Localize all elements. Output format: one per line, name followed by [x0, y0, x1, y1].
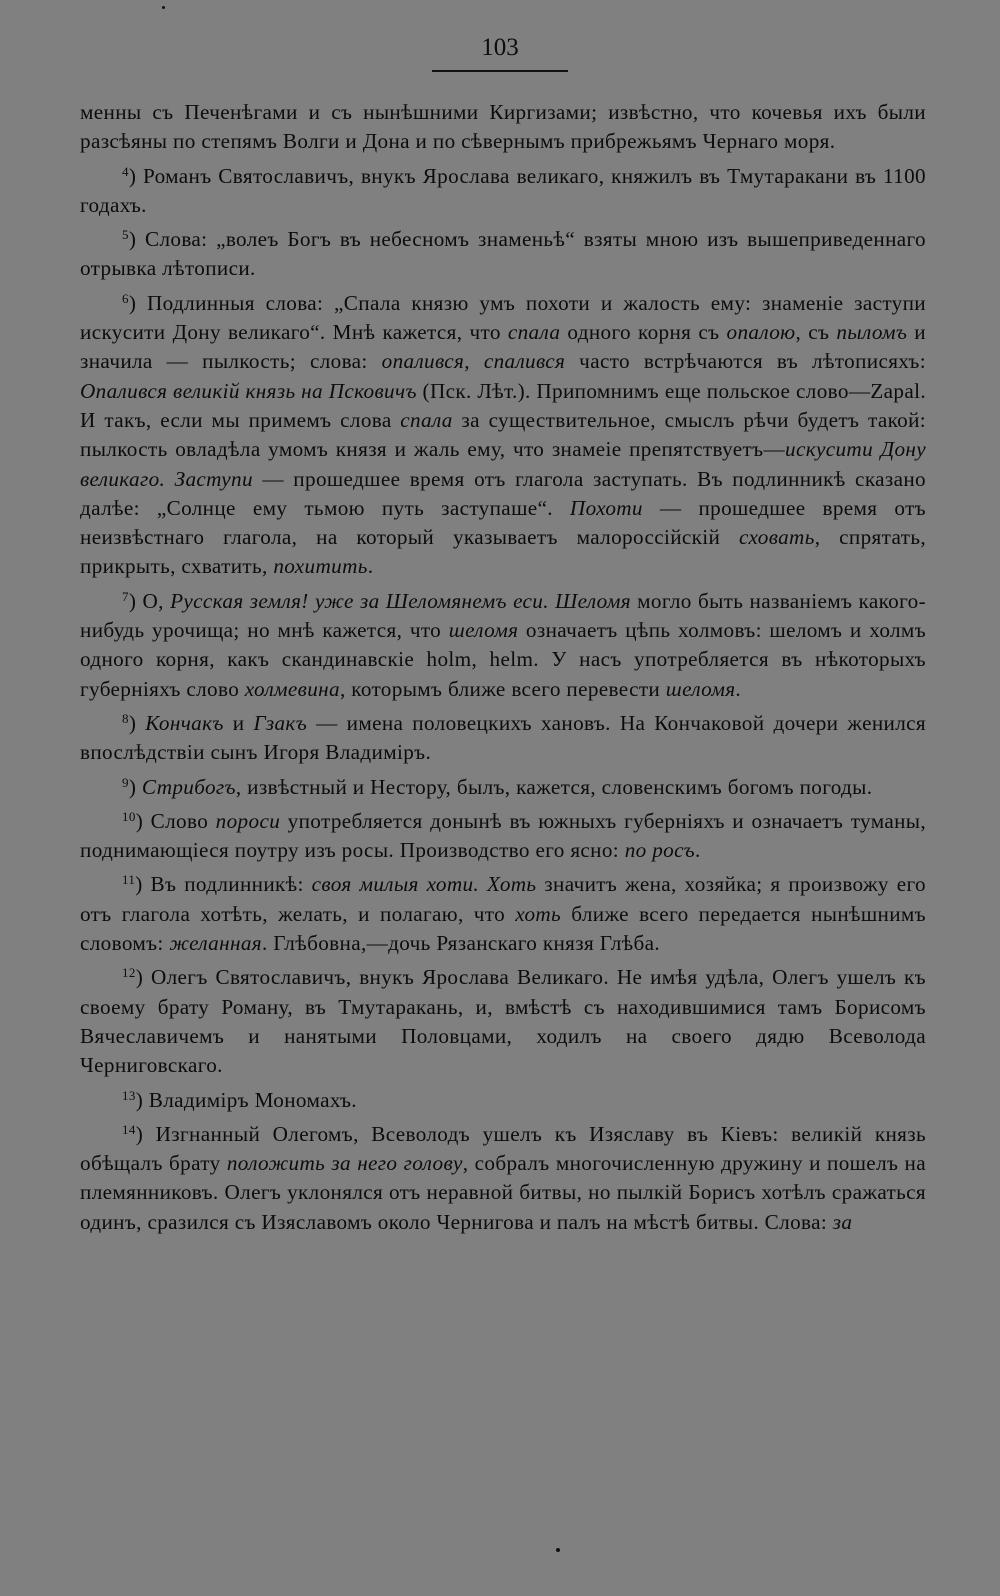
italic-text: Опалився великій князь на Псковичъ — [80, 378, 417, 403]
footnote-text: Подлинныя слова: „Спала князю умъ похоти и жалость ему: знаменіе заступи искусити Дону великаго“. Мнѣ кажется, что — [80, 290, 926, 345]
continued-paragraph: менны съ Печенѣгами и съ нынѣшними Киргизами; извѣстно, что кочевья ихъ были разсѣяны по степямъ Волги и Дона и по сѣвернымъ прибрежьямъ Чернаго моря. — [80, 100, 926, 154]
footnote-text: — прошедшее время отъ глагола заступать. Въ подлинникѣ сказано далѣе: „Солнце ему тьмою путь заступаше“. — [80, 466, 926, 520]
footnote-number: 12 — [122, 965, 136, 981]
footnote-text: — имена половецкихъ хановъ. На Кончаковой дочери женился впослѣдствіи сынъ Игоря Владиміръ. — [80, 710, 926, 765]
footnote-number: 13 — [122, 1087, 136, 1103]
footnote-14: $^{14}$) Изгнанный Олегомъ, Всеволодъ ушелъ къ Изяславу въ Кіевъ: великій князь обѣщалъ брату положить за него голову, собралъ многочисленную дружину и пошелъ на племянниковъ. Олегъ уклонялся отъ неравной битвы, но пылкій Борисъ хотѣлъ сражаться одинъ, сразился съ Изяславомъ около Чернигова и палъ на мѣстѣ битвы. Слова: за — [80, 1121, 926, 1234]
footnote-text: . — [735, 676, 742, 701]
page-number: 103 — [481, 34, 519, 61]
footnote-11: $^{11}$) Въ подлинникѣ: своя милыя хоти. Хоть значитъ жена, хозяйка; я произвожу его отъ глагола хотѣть, желать, и полагаю, что хоть ближе всего передается нынѣшнимъ словомъ: желанная. Глѣбовна,—дочь Рязанскаго князя Глѣба. — [80, 872, 926, 956]
italic-text: за — [832, 1209, 853, 1234]
footnote-text: (Пск. Лѣт.). Припомнимъ еще польское слово—Zapal. И такъ, если мы примемъ слова — [80, 378, 926, 432]
footnote-text: , собралъ многочисленную дружину и пошелъ на племянниковъ. Олегъ уклонялся отъ неравной битвы, но пылкій Борисъ хотѣлъ сражаться одинъ, сразился съ Изяславомъ около Чернигова и палъ на мѣстѣ битвы. Слова: — [80, 1151, 926, 1234]
footnote-number: 6 — [122, 290, 129, 306]
footnote-text: значитъ жена, хозяйка; я произвожу его отъ глагола хотѣть, желать, и полагаю, что — [80, 872, 926, 926]
footnote-text: могло быть названіемъ какого-нибудь урочища; но мнѣ кажется, что — [80, 588, 926, 643]
footnote-text: и — [223, 710, 254, 735]
italic-text: опалою — [726, 320, 796, 345]
footnote-number: 7 — [122, 588, 129, 604]
footnote-number: 14 — [122, 1121, 136, 1137]
footnote-number: 11 — [122, 872, 136, 888]
header-rule — [432, 70, 568, 72]
footnote-text: и значила — пылкость; слова: — [80, 320, 927, 374]
footnote-text: Романъ Святославичъ, внукъ Ярослава великаго, княжилъ въ Тмутаракани въ 1100 годахъ. — [80, 163, 926, 217]
print-speck — [162, 6, 165, 9]
italic-text: пороси — [215, 808, 281, 833]
footnote-7: $^7$) О, Русская земля! уже за Шеломянемъ еси. Шеломя могло быть названіемъ какого-нибудь урочища; но мнѣ кажется, что шеломя означаетъ цѣпь холмовъ: шеломъ и холмъ одного корня, какъ скандинавскіе holm, helm. У насъ употребляется въ нѣкоторыхъ губерніяхъ слово холмевина, которымъ ближе всего перевести шеломя. — [80, 588, 926, 701]
italic-text: шеломя — [665, 676, 736, 701]
footnote-text: , которымъ ближе всего перевести — [339, 676, 666, 701]
footnote-list — [80, 162, 926, 1237]
italic-text: сховать — [739, 525, 815, 550]
italic-text: спала — [400, 407, 453, 432]
footnote-8: $^8$) Кончакъ и Гзакъ — имена половецкихъ хановъ. На Кончаковой дочери женился впослѣдствіи сынъ Игоря Владиміръ. — [80, 710, 926, 765]
footnote-text: Слово — [150, 808, 216, 833]
footnote-text: Олегъ Святославичъ, внукъ Ярослава Великаго. Не имѣя удѣла, Олегъ ушелъ къ своему брату Роману, въ Тмутаракань, и, вмѣстѣ съ находившимися тамъ Борисомъ Вячеславичемъ и нанятыми Половцами, ходилъ на своего дядю Всеволода Черниговскаго. — [80, 965, 926, 1078]
italic-text: желанная — [169, 931, 262, 956]
footnote-text: за существительное, смыслъ рѣчи будетъ такой: пылкость овладѣла умомъ князя и жаль ему, что знамеie препятствуетъ— — [80, 407, 927, 462]
footnote-text: часто встрѣчаются въ лѣтописяхъ: — [565, 349, 926, 374]
footnote-10: $^{10}$) Слово пороси употребляется донынѣ въ южныхъ губерніяхъ и означаетъ туманы, поднимающіеся поутру изъ росы. Производство его ясно: по росъ. — [80, 808, 926, 863]
footnote-number: 8 — [122, 710, 129, 726]
italic-text: Кончакъ — [145, 710, 224, 735]
footnote-text: Въ подлинникѣ: — [150, 872, 312, 897]
italic-text: Стрибогъ — [141, 774, 236, 799]
footnote-text: Изгнанный Олегомъ, Всеволодъ ушелъ къ Изяславу въ Кіевъ: великій князь обѣщалъ брату — [80, 1121, 926, 1176]
italic-text: холмевина — [244, 676, 340, 701]
italic-text: искусити Дону великаго. Заступи — [80, 437, 927, 491]
italic-text: шеломя — [448, 618, 519, 643]
print-speck — [556, 1548, 560, 1552]
footnote-text: , спрятать, прикрыть, схватить, — [80, 525, 926, 579]
italic-text: Гзакъ — [253, 710, 308, 735]
footnote-13: $^{13}$) Владиміръ Мономахъ. — [122, 1087, 357, 1112]
footnote-number: 10 — [122, 808, 136, 824]
footnote-text: Слова: „волеъ Богъ въ небесномъ знаменьѣ“ взяты мною изъ вышеприведеннаго отрывка лѣтописи. — [80, 227, 926, 281]
italic-text: по росъ — [624, 838, 695, 863]
footnote-number: 9 — [122, 774, 129, 790]
italic-text: Русская земля! уже за Шеломянемъ еси. Шеломя — [170, 588, 631, 613]
footnote-9: $^9$) Стрибогъ, извѣстный и Нестору, былъ, кажется, словенскимъ богомъ погоды. — [122, 774, 873, 799]
footnote-text: О, — [142, 588, 171, 613]
footnote-text: . — [694, 838, 701, 863]
footnote-6: $^6$) Подлинныя слова: „Спала князю умъ похоти и жалость ему: знаменіе заступи искусити Дону великаго“. Мнѣ кажется, что спала одного корня съ опалою, съ пыломъ и значила — пылкость; слова: опалився, спалився часто встрѣчаются въ лѣтописяхъ: Опалився великій князь на Псковичъ (Пск. Лѣт.). Припомнимъ еще польское слово—Zapal. И такъ, если мы примемъ слова спала за существительное, смыслъ рѣчи будетъ такой: пылкость овладѣла умомъ князя и жаль ему, что знамеie препятствуетъ—искусити Дону великаго. Заступи — прошедшее время отъ глагола заступать. Въ подлинникѣ сказано далѣе: „Солнце ему тьмою путь заступаше“. Похоти — прошедшее время отъ неизвѣстнаго глагола, на который указываетъ малороссійскій сховать, спрятать, прикрыть, схватить, похитить. — [80, 290, 927, 579]
footnote-text: , извѣстный и Нестору, былъ, кажется, словенскимъ богомъ погоды. — [235, 774, 873, 799]
footnote-4: $^4$) Романъ Святославичъ, внукъ Ярослава великаго, княжилъ въ Тмутаракани въ 1100 годахъ. — [80, 163, 926, 217]
footnote-text: , съ — [795, 320, 837, 345]
italic-text: хоть — [515, 901, 562, 926]
footnote-number: 4 — [122, 163, 129, 179]
footnote-text: — прошедшее время отъ неизвѣстнаго глагола, на который указываетъ малороссійскій — [80, 495, 926, 550]
footnote-text: . — [367, 554, 374, 579]
footnote-text: Владиміръ Мономахъ. — [148, 1087, 357, 1112]
italic-text: положить за него голову — [226, 1151, 463, 1176]
footnote-text: ближе всего передается нынѣшнимъ словомъ: — [80, 901, 926, 956]
footnote-number: 5 — [122, 227, 129, 243]
italic-text: опалився, спалився — [381, 349, 566, 374]
footnote-text: означаетъ цѣпь холмовъ: шеломъ и холмъ одного корня, какъ скандинавскіе holm, helm. У насъ употребляется въ нѣкоторыхъ губерніяхъ слово — [80, 618, 926, 701]
footnotes-body — [80, 98, 926, 1242]
footnote-text: одного корня съ — [560, 320, 727, 345]
italic-text: спала — [507, 320, 561, 345]
footnote-text: употребляется донынѣ въ южныхъ губерніяхъ и означаетъ туманы, поднимающіеся поутру изъ росы. Производство его ясно: — [80, 808, 926, 863]
italic-text: Похоти — [569, 495, 643, 520]
footnote-5: $^5$) Слова: „волеъ Богъ въ небесномъ знаменьѣ“ взяты мною изъ вышеприведеннаго отрывка лѣтописи. — [80, 227, 926, 281]
italic-text: похитить — [273, 554, 368, 579]
italic-text: пыломъ — [836, 320, 908, 345]
footnote-12: $^{12}$) Олегъ Святославичъ, внукъ Ярослава Великаго. Не имѣя удѣла, Олегъ ушелъ къ своему брату Роману, въ Тмутаракань, и, вмѣстѣ съ находившимися тамъ Борисомъ Вячеславичемъ и нанятыми Половцами, ходилъ на своего дядю Всеволода Черниговскаго. — [80, 965, 926, 1078]
italic-text: своя милыя хоти. Хоть — [311, 872, 537, 897]
footnote-text: . Глѣбовна,—дочь Рязанскаго князя Глѣба. — [262, 931, 661, 956]
